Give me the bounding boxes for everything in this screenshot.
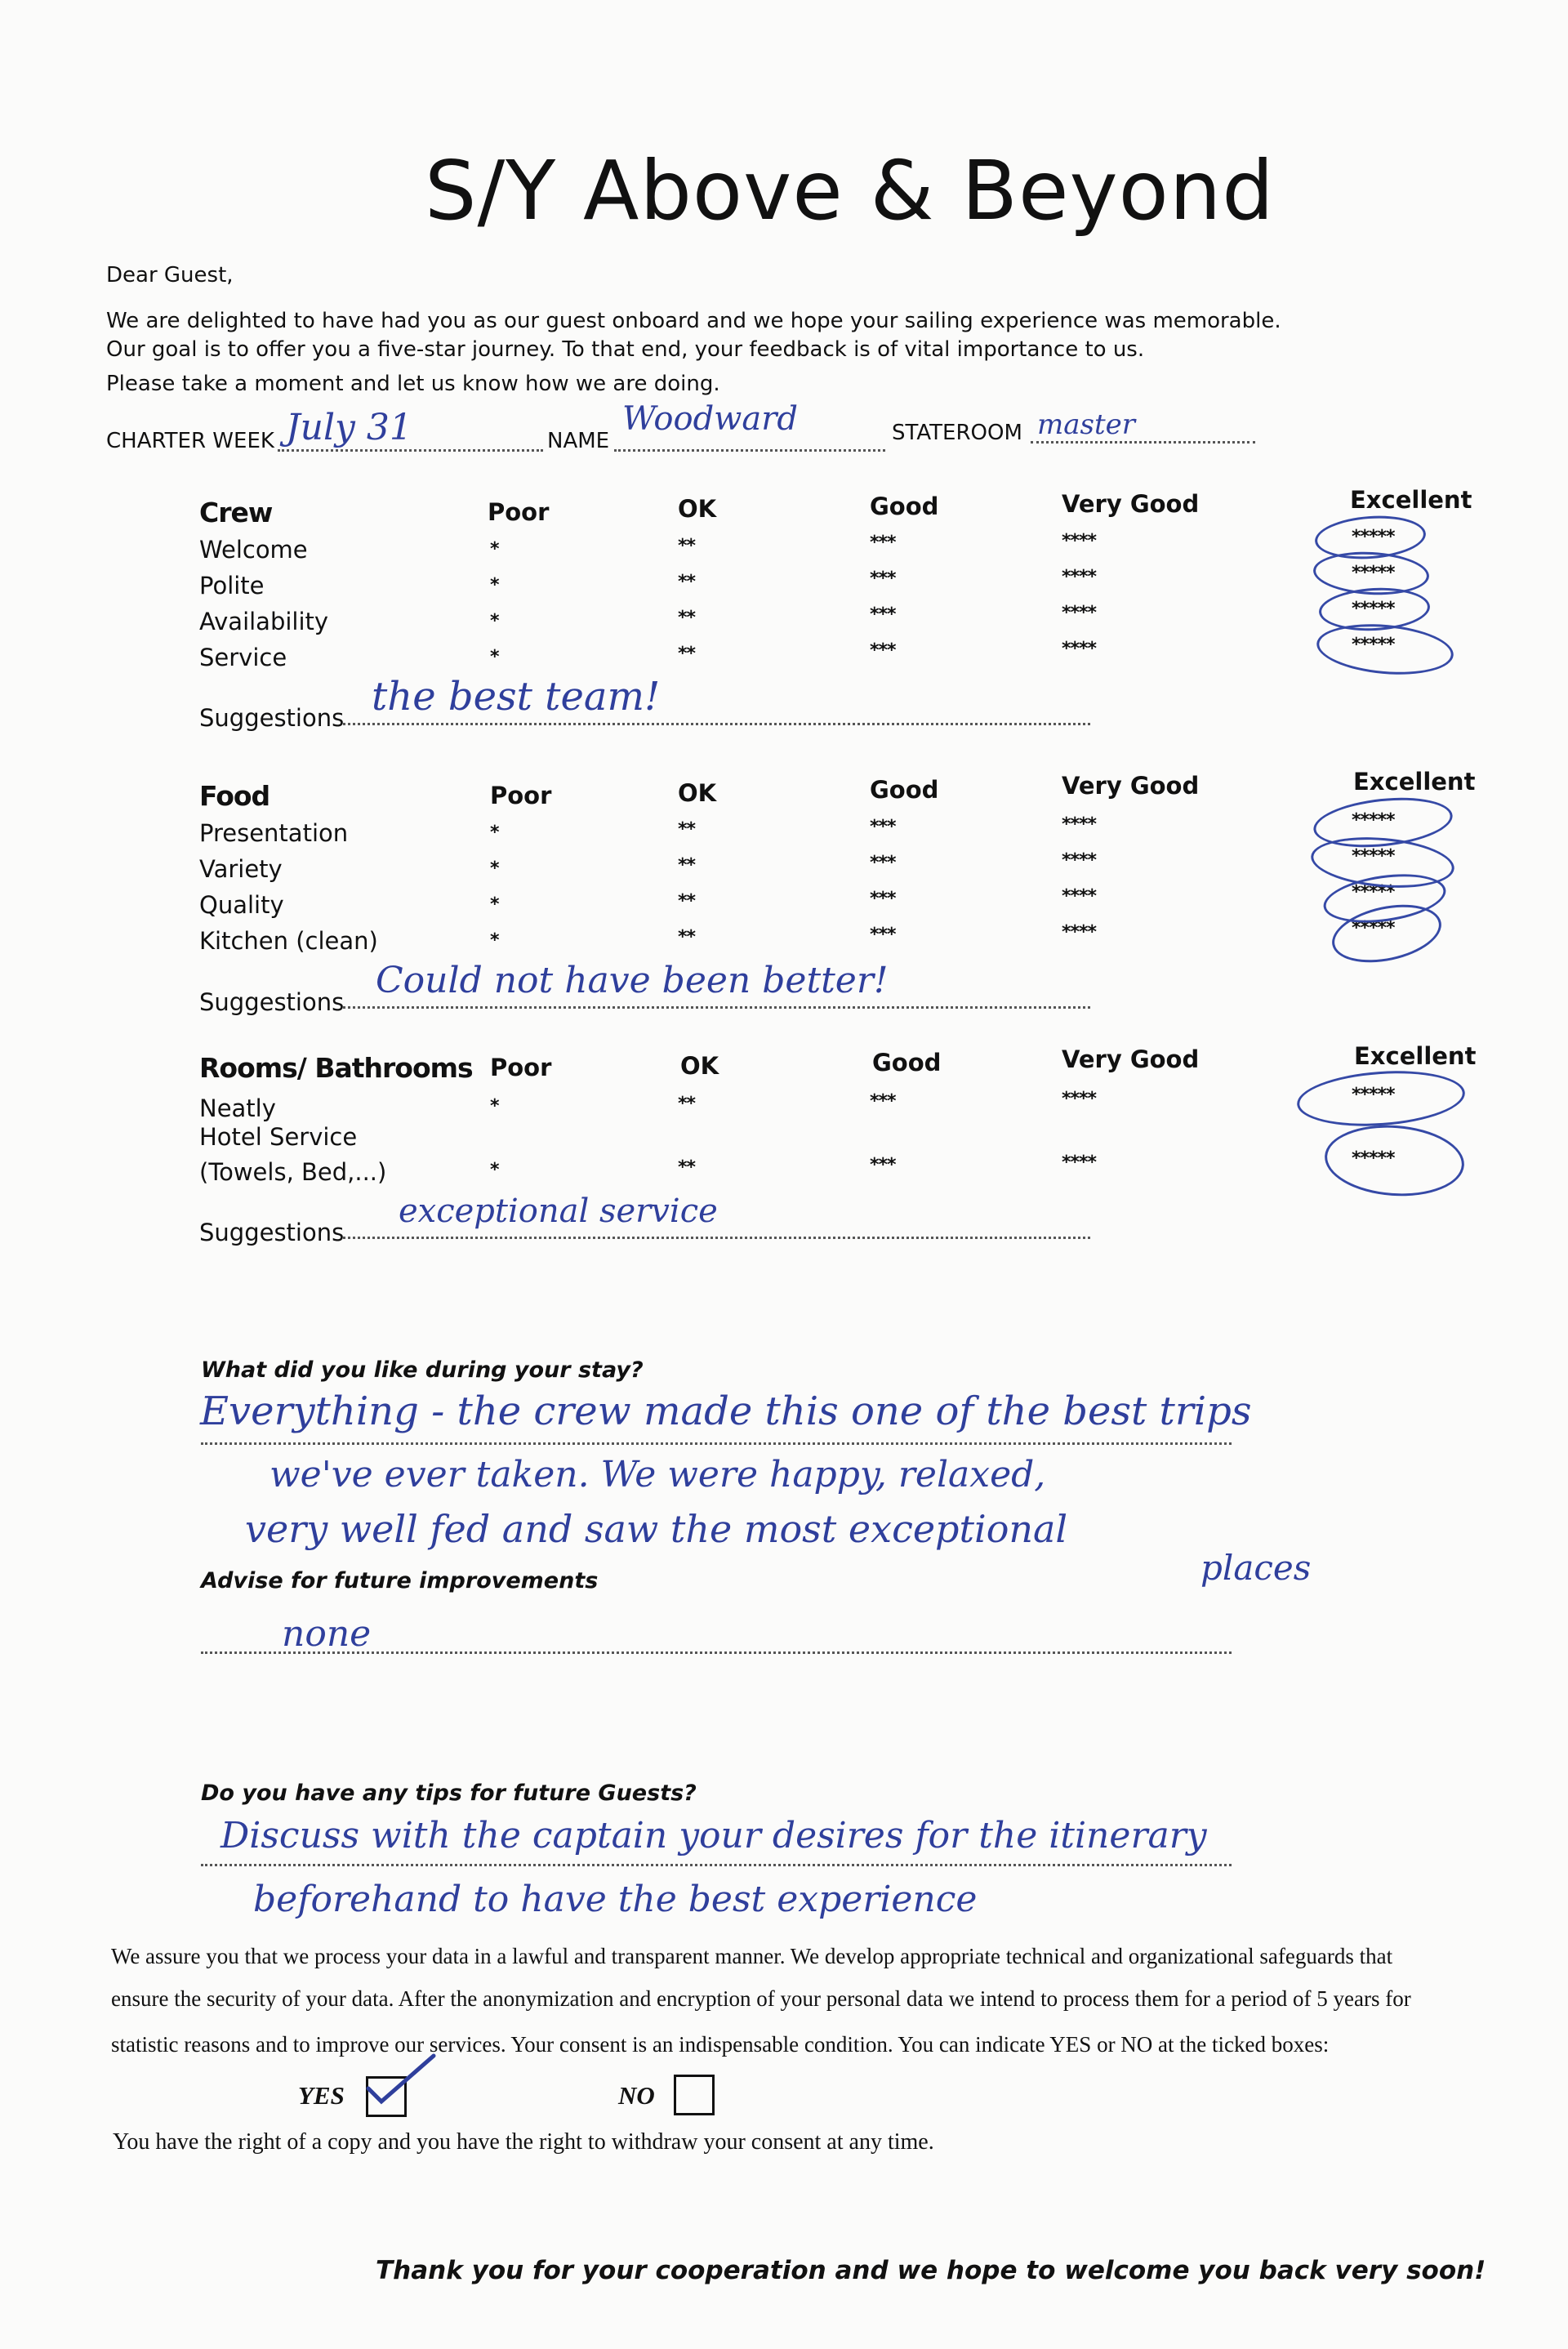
rating-3star[interactable]: *** (870, 640, 896, 661)
rating-5star[interactable]: ***** (1352, 810, 1395, 831)
food-section-title: Food (199, 780, 270, 812)
footer-thanks: Thank you for your cooperation and we hope to welcome you back very soon! (376, 2256, 1486, 2285)
q-improve-label: Advise for future improvements (201, 1568, 599, 1593)
rating-2star[interactable]: ** (678, 572, 696, 592)
crew-suggestions-label: Suggestions (199, 704, 345, 732)
rating-2star[interactable]: ** (678, 855, 696, 876)
rating-3star[interactable]: *** (870, 604, 896, 625)
rating-4star[interactable]: **** (1062, 922, 1097, 943)
rooms-row-hotel-service: Hotel Service (199, 1123, 358, 1151)
q-liked-answer-line-4[interactable]: places (1200, 1548, 1312, 1588)
rating-5star[interactable]: ***** (1352, 527, 1395, 547)
rating-1star[interactable]: * (490, 1160, 499, 1180)
rooms-section-title: Rooms/ Bathrooms (199, 1052, 473, 1084)
rating-1star[interactable]: * (490, 575, 499, 595)
rooms-col-poor: Poor (490, 1054, 552, 1081)
consent-no-checkbox[interactable] (674, 2075, 715, 2115)
rating-1star[interactable]: * (490, 930, 499, 951)
rating-2star[interactable]: ** (678, 1157, 696, 1178)
name-value[interactable]: Woodward (622, 400, 798, 438)
consent-line-3: statistic reasons and to improve our services. Your consent is an indispensable condition. You can indicate YES or NO at the ticked boxes: (111, 2032, 1330, 2057)
rating-2star[interactable]: ** (678, 819, 696, 840)
rooms-suggestions-label: Suggestions (199, 1219, 345, 1246)
rating-2star[interactable]: ** (678, 891, 696, 912)
q-liked-label: What did you like during your stay? (201, 1357, 644, 1383)
rooms-col-excellent: Excellent (1354, 1042, 1477, 1070)
rating-3star[interactable]: *** (870, 568, 896, 589)
rooms-col-good: Good (872, 1049, 942, 1076)
rooms-suggestions-value[interactable]: exceptional service (399, 1192, 718, 1230)
rights-notice: You have the right of a copy and you have the right to withdraw your consent at any time. (113, 2129, 934, 2155)
crew-row-welcome: Welcome (199, 536, 308, 564)
food-col-good: Good (870, 776, 939, 804)
intro-line-3: Please take a moment and let us know how we are doing. (106, 372, 720, 396)
consent-no-label: NO (618, 2081, 655, 2110)
crew-col-poor: Poor (488, 498, 550, 526)
food-col-poor: Poor (490, 782, 552, 809)
page-title: S/Y Above & Beyond (425, 143, 1275, 238)
crew-col-ok: OK (678, 495, 717, 523)
intro-line-1: We are delighted to have had you as our guest onboard and we hope your sailing experience was memorable. (106, 309, 1281, 333)
rating-5star[interactable]: ***** (1352, 882, 1395, 903)
rooms-row-towels-bed: (Towels, Bed,...) (199, 1158, 387, 1186)
q-tips-line (201, 1864, 1232, 1866)
consent-yes-label: YES (298, 2081, 345, 2110)
stateroom-label: STATEROOM (892, 421, 1022, 445)
crew-row-service: Service (199, 644, 287, 671)
crew-col-very-good: Very Good (1062, 490, 1200, 518)
q-tips-answer-line-1[interactable]: Discuss with the captain your desires for the itinerary (220, 1815, 1207, 1856)
charter-week-value[interactable]: July 31 (286, 407, 412, 448)
rating-1star[interactable]: * (490, 1096, 499, 1117)
q-liked-answer-line-2[interactable]: we've ever taken. We were happy, relaxed, (270, 1454, 1046, 1495)
rating-3star[interactable]: *** (870, 925, 896, 945)
rating-4star[interactable]: **** (1062, 567, 1097, 587)
food-row-quality: Quality (199, 891, 284, 919)
rating-4star[interactable]: **** (1062, 1152, 1097, 1173)
consent-line-2: ensure the security of your data. After the anonymization and encryption of your personal data we intend to process them for a period of 5 years for (111, 1986, 1411, 2011)
greeting: Dear Guest, (106, 263, 234, 287)
stateroom-line (1031, 441, 1255, 444)
rating-2star[interactable]: ** (678, 927, 696, 947)
charter-week-line (278, 449, 543, 452)
q-liked-answer-line-3[interactable]: very well fed and saw the most exceptional (245, 1507, 1068, 1551)
consent-yes-checkbox[interactable] (366, 2076, 407, 2117)
crew-section-title: Crew (199, 497, 273, 528)
rating-3star[interactable]: *** (870, 889, 896, 909)
food-row-variety: Variety (199, 855, 283, 883)
rating-5star[interactable]: ***** (1352, 635, 1395, 655)
q-tips-answer-line-2[interactable]: beforehand to have the best experience (253, 1879, 978, 1920)
food-col-very-good: Very Good (1062, 772, 1200, 800)
rooms-row-neatly: Neatly (199, 1094, 276, 1122)
q-liked-line (201, 1442, 1232, 1445)
rooms-col-very-good: Very Good (1062, 1045, 1200, 1073)
excellent-selection-circle (1315, 619, 1456, 680)
crew-suggestions-line (343, 723, 1090, 725)
rating-5star[interactable]: ***** (1352, 918, 1395, 938)
rating-3star[interactable]: *** (870, 1091, 896, 1112)
rating-5star[interactable]: ***** (1352, 1085, 1395, 1105)
rooms-col-ok: OK (680, 1052, 719, 1080)
charter-week-label: CHARTER WEEK (106, 429, 274, 453)
crew-row-polite: Polite (199, 572, 265, 600)
rating-1star[interactable]: * (490, 822, 499, 843)
food-row-kitchen: Kitchen (clean) (199, 927, 378, 955)
food-suggestions-label: Suggestions (199, 988, 345, 1016)
rating-4star[interactable]: **** (1062, 850, 1097, 871)
rating-4star[interactable]: **** (1062, 814, 1097, 835)
excellent-selection-circle (1322, 1121, 1467, 1201)
crew-col-good: Good (870, 493, 939, 520)
food-col-excellent: Excellent (1353, 768, 1476, 796)
rating-5star[interactable]: ***** (1352, 599, 1395, 619)
crew-suggestions-value[interactable]: the best team! (372, 674, 661, 720)
rating-4star[interactable]: **** (1062, 531, 1097, 551)
crew-col-excellent: Excellent (1350, 486, 1472, 514)
rating-3star[interactable]: *** (870, 1155, 896, 1175)
rating-1star[interactable]: * (490, 894, 499, 915)
rating-4star[interactable]: **** (1062, 886, 1097, 907)
rating-1star[interactable]: * (490, 539, 499, 559)
name-line (614, 449, 885, 452)
crew-row-availability: Availability (199, 608, 329, 635)
food-suggestions-line (343, 1006, 1090, 1009)
intro-line-2: Our goal is to offer you a five-star journey. To that end, your feedback is of vital importance to us. (106, 337, 1145, 362)
rating-4star[interactable]: **** (1062, 639, 1097, 659)
q-liked-answer-line-1[interactable]: Everything - the crew made this one of the best trips (200, 1388, 1252, 1434)
rating-4star[interactable]: **** (1062, 603, 1097, 623)
rating-5star[interactable]: ***** (1352, 846, 1395, 867)
rating-5star[interactable]: ***** (1352, 1148, 1395, 1169)
rating-1star[interactable]: * (490, 858, 499, 879)
checkmark-icon (363, 2049, 437, 2106)
rating-1star[interactable]: * (490, 647, 499, 667)
food-row-presentation: Presentation (199, 819, 349, 847)
rating-5star[interactable]: ***** (1352, 563, 1395, 583)
rating-2star[interactable]: ** (678, 536, 696, 556)
q-tips-label: Do you have any tips for future Guests? (201, 1781, 697, 1806)
rating-2star[interactable]: ** (678, 608, 696, 628)
rating-3star[interactable]: *** (870, 533, 896, 553)
rating-3star[interactable]: *** (870, 817, 896, 837)
q-improve-answer[interactable]: none (282, 1613, 372, 1655)
stateroom-value[interactable]: master (1037, 408, 1135, 441)
rooms-suggestions-line (343, 1237, 1090, 1239)
excellent-selection-circle (1295, 1066, 1467, 1131)
rating-2star[interactable]: ** (678, 1094, 696, 1114)
food-suggestions-value[interactable]: Could not have been better! (376, 960, 889, 1001)
rating-2star[interactable]: ** (678, 644, 696, 664)
consent-line-1: We assure you that we process your data in a lawful and transparent manner. We develop appropriate technical and organizational safeguards that (111, 1944, 1393, 1968)
rating-3star[interactable]: *** (870, 853, 896, 873)
name-label: NAME (547, 429, 610, 453)
rating-1star[interactable]: * (490, 611, 499, 631)
food-col-ok: OK (678, 779, 717, 807)
rating-4star[interactable]: **** (1062, 1089, 1097, 1109)
